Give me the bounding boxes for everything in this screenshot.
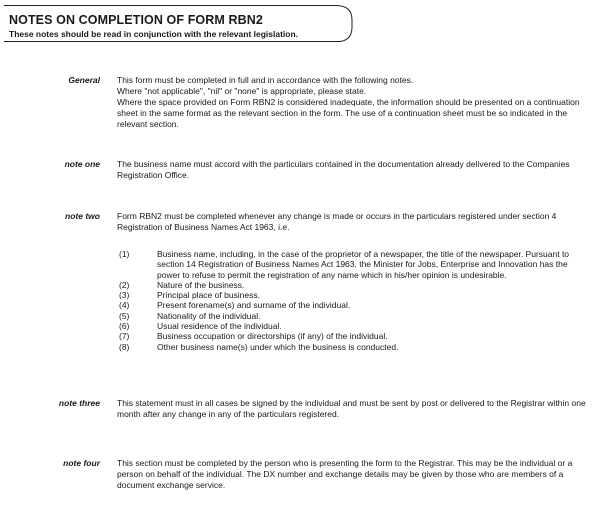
general-line: This form must be completed in full and in accordance with the following notes.	[117, 75, 414, 85]
item-number: (1)	[119, 249, 130, 259]
item-number: (8)	[119, 341, 130, 352]
note-two-body	[117, 211, 587, 233]
list-item	[117, 290, 587, 300]
list-item	[117, 300, 587, 310]
item-text: Business name, including, in the case of the proprietor of a newspaper, the title of the newspaper. Pursuant to section 14 Registration of Business Names Act 1963, the Minister for Jobs, Enterprise and Innovation has the power to refuse to permit the registration of any name which in his/her opinion is undesirable.	[157, 249, 570, 280]
item-number: (4)	[119, 300, 130, 311]
list-item	[117, 331, 587, 341]
item-number: (7)	[119, 331, 130, 342]
note-three-body	[117, 398, 587, 420]
page-title: NOTES ON COMPLETION OF FORM RBN2	[9, 13, 263, 27]
item-text: Usual residence of the individual.	[157, 321, 282, 332]
item-text: Nature of the business.	[157, 279, 245, 290]
note-three-text: This statement must in all cases be signed by the individual and must be sent by post or delivered to the Registrar within one month after any change in any of the particulars registered.	[117, 398, 586, 419]
item-number: (2)	[119, 279, 130, 290]
note-one-text: The business name must accord with the particulars contained in the documentation already delivered to the Companies Registration Office.	[117, 159, 570, 180]
form-header	[4, 4, 354, 42]
item-text: Business occupation or directorships (if any) of the individual.	[157, 331, 388, 342]
item-number: (5)	[119, 310, 130, 321]
note-one-body	[117, 159, 587, 181]
note-four-body	[117, 458, 587, 491]
item-text: Principal place of business.	[157, 290, 261, 301]
note-three-label: note three	[58, 398, 100, 408]
note-one-label: note one	[64, 159, 100, 169]
page-subtitle: These notes should be read in conjunction with the relevant legislation.	[9, 29, 299, 39]
item-text: Nationality of the individual.	[157, 310, 261, 321]
note-four-text: This section must be completed by the person who is presenting the form to the Registrar. This may be the individual or a person on behalf of the individual. The DX number and exchange details may be given by those who are members of a document exchange service.	[117, 458, 573, 490]
item-text: Present forename(s) and surname of the individual.	[157, 300, 351, 311]
item-text: Other business name(s) under which the business is conducted.	[157, 341, 399, 352]
general-line: Where the space provided on Form RBN2 is considered inadequate, the information should be presented on a continuation sheet in the same format as the relevant section in the form. The use of a continuation sheet must be so indicated in the relevant section.	[117, 97, 580, 129]
list-item	[117, 280, 587, 290]
list-item	[117, 321, 587, 331]
general-line: Where "not applicable", "nil" or "none" is appropriate, please state.	[117, 86, 367, 96]
note-four-label: note four	[63, 458, 100, 468]
list-item	[117, 311, 587, 321]
note-two-label: note two	[65, 211, 100, 221]
item-number: (3)	[119, 290, 130, 301]
item-number: (6)	[119, 321, 130, 332]
general-body	[117, 75, 587, 130]
list-item	[117, 249, 587, 280]
list-item	[117, 342, 587, 352]
note-two-text: Form RBN2 must be completed whenever any change is made or occurs in the particulars registered under section 4 Registration of Business Names Act 1963, i.e.	[117, 211, 557, 232]
change-items-list	[117, 249, 587, 352]
general-label: General	[68, 75, 100, 85]
